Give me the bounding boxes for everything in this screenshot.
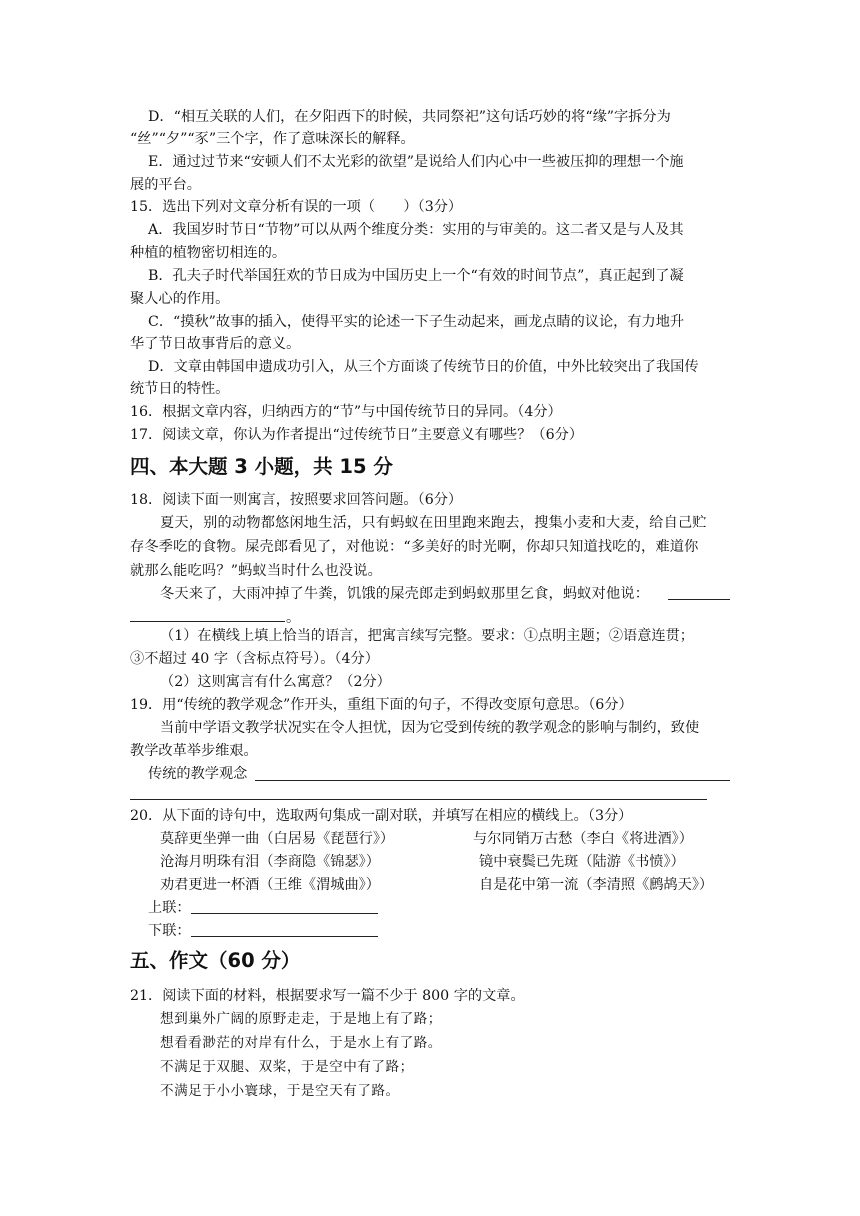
q14-option-d-line2: “丝”“夕”“豕”三个字，作了意味深长的解释。 bbox=[130, 131, 415, 147]
q18-continuation-blank-1[interactable] bbox=[668, 599, 730, 600]
section-5-heading: 五、作文（60 分） bbox=[130, 949, 301, 972]
q17-stem: 17．阅读文章，你认为作者提出“过传统节日”主要意义有哪些？（6分） bbox=[130, 427, 584, 443]
q18-fable-p2-end: 。 bbox=[286, 610, 301, 626]
q19-stem: 19．用“传统的教学观念”作开头，重组下面的句子，不得改变原句意思。（6分） bbox=[130, 697, 633, 713]
q15-option-b-line2: 聚人心的作用。 bbox=[130, 291, 230, 307]
q15-option-b-line1: B．孔夫子时代举国狂欢的节日成为中国历史上一个“有效的时间节点”，真正起到了凝 bbox=[148, 268, 684, 284]
q21-material-line2: 想看看渺茫的对岸有什么，于是水上有了路。 bbox=[160, 1035, 442, 1051]
q19-answer-prefix: 传统的教学观念 bbox=[148, 766, 248, 782]
q15-option-c-line2: 华了节日故事背后的意义。 bbox=[130, 336, 301, 352]
q18-stem: 18．阅读下面一则寓言，按照要求回答问题。（6分） bbox=[130, 492, 463, 508]
q21-stem: 21．阅读下面的材料，根据要求写一篇不少于 800 字的文章。 bbox=[130, 988, 525, 1004]
q20-verse-2-right: 镜中衰鬓已先斑（陆游《书愤》） bbox=[479, 854, 685, 870]
q14-option-e-line2: 展的平台。 bbox=[130, 177, 201, 193]
q15-stem: 15．选出下列对文章分析有误的一项（ ）（3分） bbox=[130, 199, 463, 215]
q14-option-d-line1: D．“相互关联的人们，在夕阳西下的时候，共同祭祀”这句话巧妙的将“缘”字拆分为 bbox=[148, 109, 671, 125]
q18-sub2: （2）这则寓言有什么寓意？（2分） bbox=[160, 674, 391, 690]
q18-fable-p1-line3: 就那么能吃吗？”蚂蚁当时什么也没说。 bbox=[130, 563, 383, 579]
q15-option-a-line2: 种植的植物密切相连的。 bbox=[130, 245, 287, 261]
q20-verse-3-left: 劝君更进一杯酒（王维《渭城曲》） bbox=[160, 877, 380, 893]
q20-lower-blank[interactable] bbox=[191, 936, 378, 937]
q19-answer-blank-2[interactable] bbox=[130, 799, 707, 800]
q19-passage-line2: 教学改革举步维艰。 bbox=[130, 743, 258, 759]
q18-sub1-line1: （1）在横线上填上恰当的语言，把寓言续写完整。要求：①点明主题；②语意连贯； bbox=[160, 628, 694, 644]
q20-upper-label: 上联： bbox=[148, 900, 191, 916]
q20-upper-blank[interactable] bbox=[191, 913, 378, 914]
q21-material-line3: 不满足于双腿、双桨，于是空中有了路； bbox=[160, 1059, 414, 1075]
q18-fable-p2-line1: 冬天来了，大雨冲掉了牛粪，饥饿的屎壳郎走到蚂蚁那里乞食，蚂蚁对他说： bbox=[160, 586, 650, 602]
q15-option-d-line2: 统节日的特性。 bbox=[130, 381, 230, 397]
q18-fable-p1-line1: 夏天，别的动物都悠闲地生活，只有蚂蚁在田里跑来跑去，搜集小麦和大麦，给自己贮 bbox=[160, 515, 707, 531]
q18-fable-p1-line2: 存冬季吃的食物。屎壳郎看见了，对他说：“多美好的时光啊，你却只知道找吃的，难道你 bbox=[130, 539, 699, 555]
q18-continuation-blank-2[interactable] bbox=[130, 621, 285, 622]
q15-option-c-line1: C．“摸秋”故事的插入，使得平实的论述一下子生动起来，画龙点睛的议论，有力地升 bbox=[148, 314, 685, 330]
q20-lower-label: 下联： bbox=[148, 923, 191, 939]
q20-verse-2-left: 沧海月明珠有泪（李商隐《锦瑟》） bbox=[160, 854, 380, 870]
q20-verse-1-right: 与尔同销万古愁（李白《将进酒》） bbox=[473, 831, 693, 847]
q19-answer-blank-1[interactable] bbox=[255, 780, 730, 781]
q20-verse-3-right: 自是花中第一流（李清照《鹧鸪天》） bbox=[479, 877, 714, 893]
q16-stem: 16．根据文章内容，归纳西方的“节”与中国传统节日的异同。（4分） bbox=[130, 404, 562, 420]
q15-option-d-line1: D．文章由韩国申遗成功引入，从三个方面谈了传统节日的价值，中外比较突出了我国传 bbox=[148, 359, 699, 375]
q19-passage-line1: 当前中学语文教学状况实在令人担忧，因为它受到传统的教学观念的影响与制约，致使 bbox=[160, 720, 700, 736]
q18-sub1-line2: ③不超过 40 字（含标点符号）。（4分） bbox=[130, 651, 379, 667]
q21-material-line4: 不满足于小小寰球，于是空天有了路。 bbox=[160, 1083, 400, 1099]
q14-option-e-line1: E．通过过节来“安顿人们不太光彩的欲望”是说给人们内心中一些被压抑的理想一个施 bbox=[148, 154, 684, 170]
section-4-heading: 四、本大题 3 小题，共 15 分 bbox=[130, 455, 393, 478]
q20-stem: 20．从下面的诗句中，选取两句集成一副对联，并填写在相应的横线上。（3分） bbox=[130, 808, 633, 824]
q20-verse-1-left: 莫辞更坐弹一曲（白居易《琵琶行》） bbox=[160, 831, 395, 847]
q15-option-a-line1: A．我国岁时节日“节物”可以从两个维度分类：实用的与审美的。这二者又是与人及其 bbox=[148, 222, 684, 238]
q21-material-line1: 想到巢外广阔的原野走走，于是地上有了路； bbox=[160, 1011, 442, 1027]
